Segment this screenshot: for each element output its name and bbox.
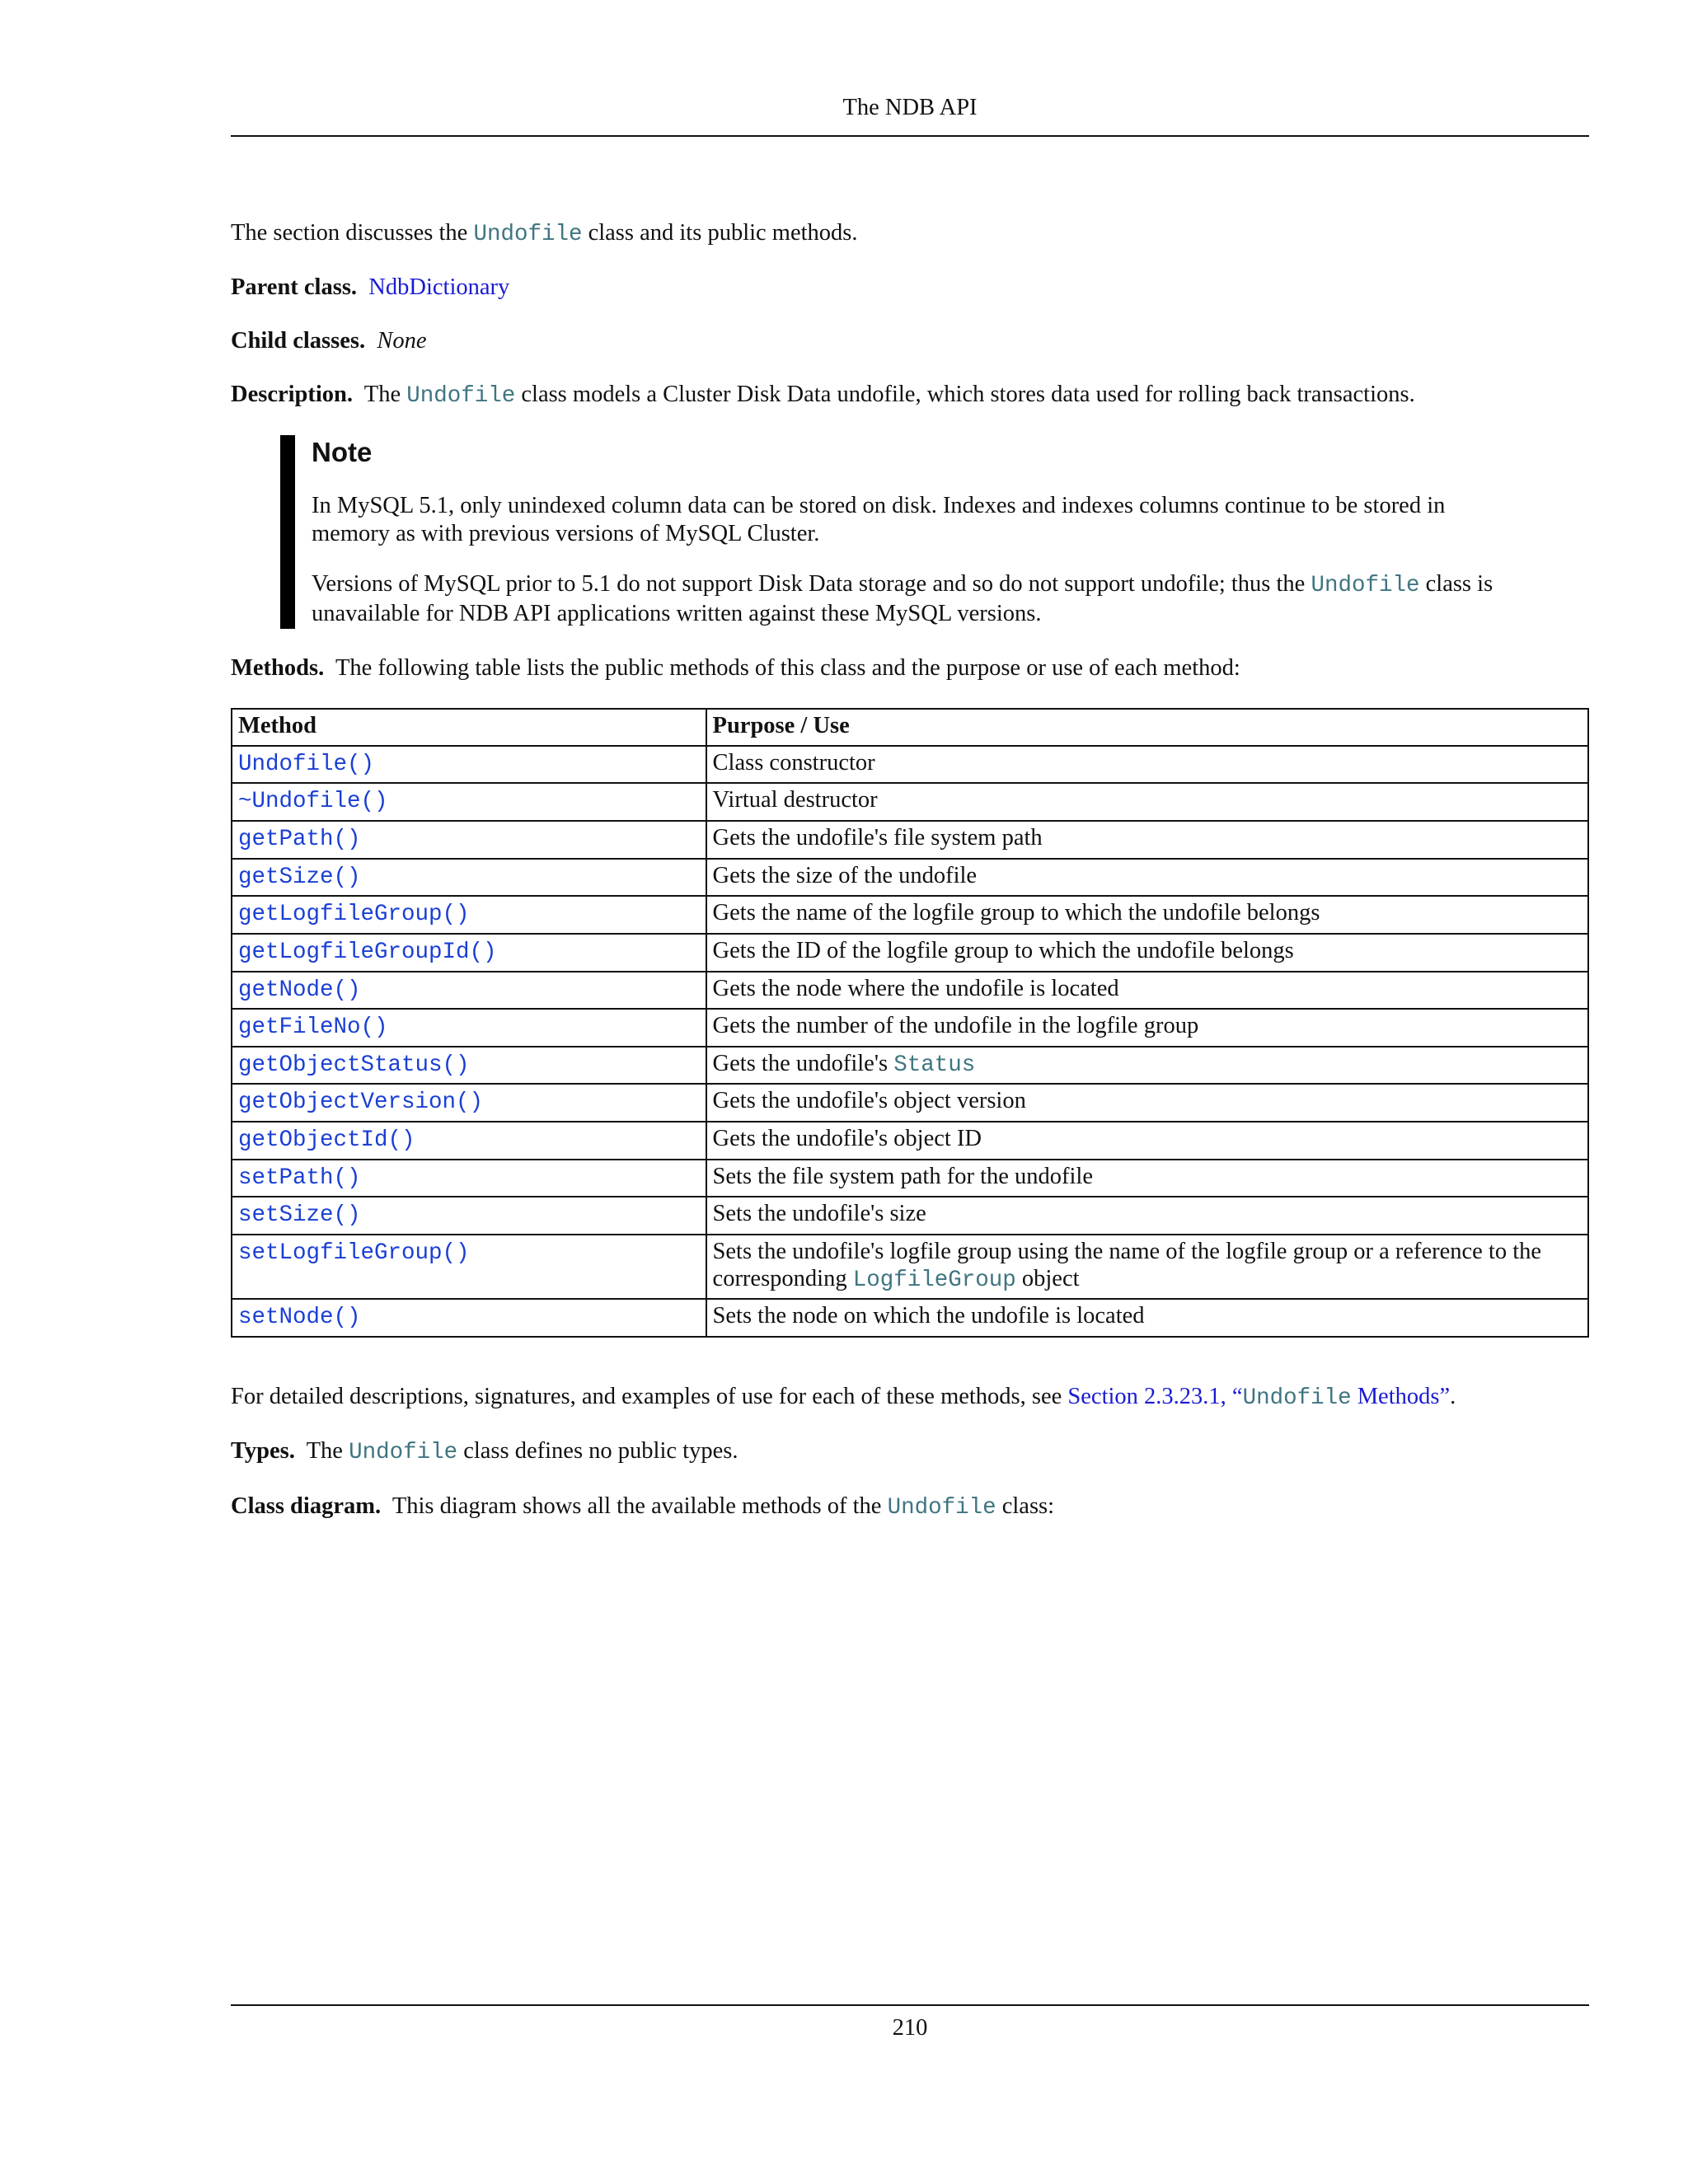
method-link-setpath[interactable]: setPath() bbox=[238, 1165, 361, 1191]
methods-table-header-row bbox=[232, 709, 1588, 746]
note-undofile-code: Undofile bbox=[1311, 573, 1420, 599]
purpose-cell: Gets the undofile's file system path bbox=[706, 821, 1588, 859]
method-link-getobjectversion[interactable]: getObjectVersion() bbox=[238, 1090, 484, 1116]
parent-class-paragraph bbox=[231, 274, 1589, 302]
purpose-cell: Gets the name of the logfile group to which the undofile belongs bbox=[706, 896, 1588, 934]
table-row bbox=[232, 1160, 1588, 1197]
method-cell bbox=[232, 1084, 706, 1122]
table-row bbox=[232, 1009, 1588, 1047]
purpose-cell: Gets the size of the undofile bbox=[706, 859, 1588, 897]
table-row bbox=[232, 972, 1588, 1010]
child-classes-label: Child classes. bbox=[231, 328, 366, 354]
purpose-cell: Class constructor bbox=[706, 746, 1588, 784]
column-header-method: Method bbox=[232, 709, 706, 746]
logfilegroup-type-link[interactable]: LogfileGroup bbox=[852, 1267, 1016, 1293]
purpose-cell bbox=[706, 1047, 1588, 1085]
purpose-cell: Gets the undofile's object ID bbox=[706, 1122, 1588, 1160]
methods-table bbox=[231, 708, 1589, 1338]
method-cell bbox=[232, 934, 706, 972]
types-text-after: class defines no public types. bbox=[457, 1438, 738, 1465]
description-text-after: class models a Cluster Disk Data undofile, which stores data used for rolling back transactions. bbox=[515, 381, 1415, 407]
method-link-getobjectstatus[interactable]: getObjectStatus() bbox=[238, 1052, 470, 1078]
note-side-bar bbox=[280, 435, 295, 629]
table-row bbox=[232, 1047, 1588, 1085]
table-row bbox=[232, 1299, 1588, 1337]
method-link-getfileno[interactable]: getFileNo() bbox=[238, 1015, 388, 1041]
details-text-after: . bbox=[1450, 1383, 1456, 1409]
types-paragraph bbox=[231, 1437, 1589, 1466]
types-label: Types. bbox=[231, 1438, 295, 1465]
method-cell bbox=[232, 1299, 706, 1337]
details-text-before: For detailed descriptions, signatures, and examples of use for each of these methods, see bbox=[231, 1383, 1068, 1409]
page-number: 210 bbox=[892, 2015, 928, 2041]
intro-text-before: The section discusses the bbox=[231, 220, 474, 246]
description-label: Description. bbox=[231, 381, 354, 407]
status-type-link[interactable]: Status bbox=[893, 1052, 976, 1078]
header-divider bbox=[231, 135, 1589, 137]
purpose-text: Sets the undofile's logfile group using the name of the logfile group or a reference to the corresponding bbox=[712, 1238, 1542, 1291]
table-row bbox=[232, 934, 1588, 972]
page-header-title: The NDB API bbox=[842, 95, 978, 120]
page-content bbox=[231, 219, 1589, 1547]
ndbdictionary-link[interactable]: NdbDictionary bbox=[368, 274, 510, 301]
intro-undofile-code: Undofile bbox=[473, 222, 583, 247]
purpose-cell: Gets the number of the undofile in the logfile group bbox=[706, 1009, 1588, 1047]
method-cell bbox=[232, 746, 706, 784]
note-p2-after: class is unavailable for NDB API applications written against these MySQL versions. bbox=[312, 571, 1493, 626]
description-paragraph bbox=[231, 381, 1589, 410]
table-row bbox=[232, 1084, 1588, 1122]
purpose-text: Gets the undofile's bbox=[712, 1050, 894, 1076]
footer-divider bbox=[231, 2004, 1589, 2006]
table-row bbox=[232, 896, 1588, 934]
method-link-setsize[interactable]: setSize() bbox=[238, 1202, 361, 1229]
types-text-before: The bbox=[306, 1438, 349, 1465]
method-cell bbox=[232, 783, 706, 821]
table-row bbox=[232, 1122, 1588, 1160]
child-classes-value: None bbox=[377, 328, 427, 354]
class-diagram-label: Class diagram. bbox=[231, 1493, 382, 1519]
method-cell bbox=[232, 821, 706, 859]
purpose-text-after: object bbox=[1015, 1265, 1080, 1291]
method-cell bbox=[232, 896, 706, 934]
method-link-undofile[interactable]: Undofile() bbox=[238, 751, 375, 777]
table-row bbox=[232, 783, 1588, 821]
method-link-getlogfilegroup[interactable]: getLogfileGroup() bbox=[238, 902, 470, 928]
table-row bbox=[232, 821, 1588, 859]
method-cell bbox=[232, 1122, 706, 1160]
method-link-setlogfilegroup[interactable]: setLogfileGroup() bbox=[238, 1240, 470, 1266]
class-diagram-paragraph bbox=[231, 1493, 1589, 1521]
section-link-after: Methods” bbox=[1351, 1383, 1451, 1409]
method-link-getlogfilegroupid[interactable]: getLogfileGroupId() bbox=[238, 939, 497, 965]
intro-paragraph bbox=[231, 219, 1589, 248]
method-link-setnode[interactable]: setNode() bbox=[238, 1305, 361, 1331]
method-cell bbox=[232, 1009, 706, 1047]
note-box bbox=[280, 435, 1523, 629]
section-link-code: Undofile bbox=[1242, 1385, 1352, 1411]
table-row bbox=[232, 1197, 1588, 1235]
child-classes-paragraph bbox=[231, 327, 1589, 355]
purpose-cell: Gets the undofile's object version bbox=[706, 1084, 1588, 1122]
method-cell bbox=[232, 1235, 706, 1299]
methods-intro-paragraph bbox=[231, 654, 1589, 682]
note-paragraph-2 bbox=[312, 570, 1523, 629]
table-row bbox=[232, 1235, 1588, 1299]
table-row bbox=[232, 746, 1588, 784]
column-header-purpose: Purpose / Use bbox=[706, 709, 1588, 746]
method-link-getsize[interactable]: getSize() bbox=[238, 864, 361, 890]
section-link-text: Section 2.3.23.1, “ bbox=[1067, 1383, 1243, 1409]
parent-class-label: Parent class. bbox=[231, 274, 358, 301]
details-paragraph bbox=[231, 1383, 1589, 1412]
method-cell bbox=[232, 1160, 706, 1197]
purpose-cell: Virtual destructor bbox=[706, 783, 1588, 821]
method-cell bbox=[232, 1197, 706, 1235]
intro-text-after: class and its public methods. bbox=[582, 220, 858, 246]
description-undofile-code: Undofile bbox=[406, 382, 516, 409]
purpose-cell: Sets the undofile's size bbox=[706, 1197, 1588, 1235]
purpose-cell: Sets the file system path for the undofile bbox=[706, 1160, 1588, 1197]
methods-label: Methods. bbox=[231, 655, 325, 682]
method-link-getobjectid[interactable]: getObjectId() bbox=[238, 1127, 415, 1154]
purpose-cell: Gets the node where the undofile is located bbox=[706, 972, 1588, 1010]
method-link-getpath[interactable]: getPath() bbox=[238, 827, 361, 853]
method-cell bbox=[232, 1047, 706, 1085]
class-diagram-text-before: This diagram shows all the available methods of the bbox=[392, 1493, 888, 1519]
table-row bbox=[232, 859, 1588, 897]
method-link-destructor[interactable]: ~Undofile() bbox=[238, 789, 388, 815]
purpose-cell: Gets the ID of the logfile group to which the undofile belongs bbox=[706, 934, 1588, 972]
methods-intro-text: The following table lists the public methods of this class and the purpose or use of each method: bbox=[335, 655, 1240, 682]
purpose-cell: Sets the node on which the undofile is located bbox=[706, 1299, 1588, 1337]
section-undofile-methods-link[interactable] bbox=[1067, 1384, 1450, 1409]
note-p2-before: Versions of MySQL prior to 5.1 do not support Disk Data storage and so do not support undofile; thus the bbox=[312, 571, 1311, 598]
purpose-cell bbox=[706, 1235, 1588, 1299]
class-diagram-text-after: class: bbox=[996, 1493, 1055, 1519]
class-diagram-undofile-code: Undofile bbox=[887, 1494, 996, 1521]
note-title: Note bbox=[312, 437, 373, 468]
method-cell bbox=[232, 859, 706, 897]
description-text-before: The bbox=[363, 381, 407, 407]
note-paragraph-1: In MySQL 5.1, only unindexed column data can be stored on disk. Indexes and indexes columns continue to be stored in memory as with previous versions of MySQL Cluster. bbox=[312, 493, 1446, 546]
types-undofile-code: Undofile bbox=[349, 1440, 458, 1466]
method-cell bbox=[232, 972, 706, 1010]
method-link-getnode[interactable]: getNode() bbox=[238, 977, 361, 1003]
